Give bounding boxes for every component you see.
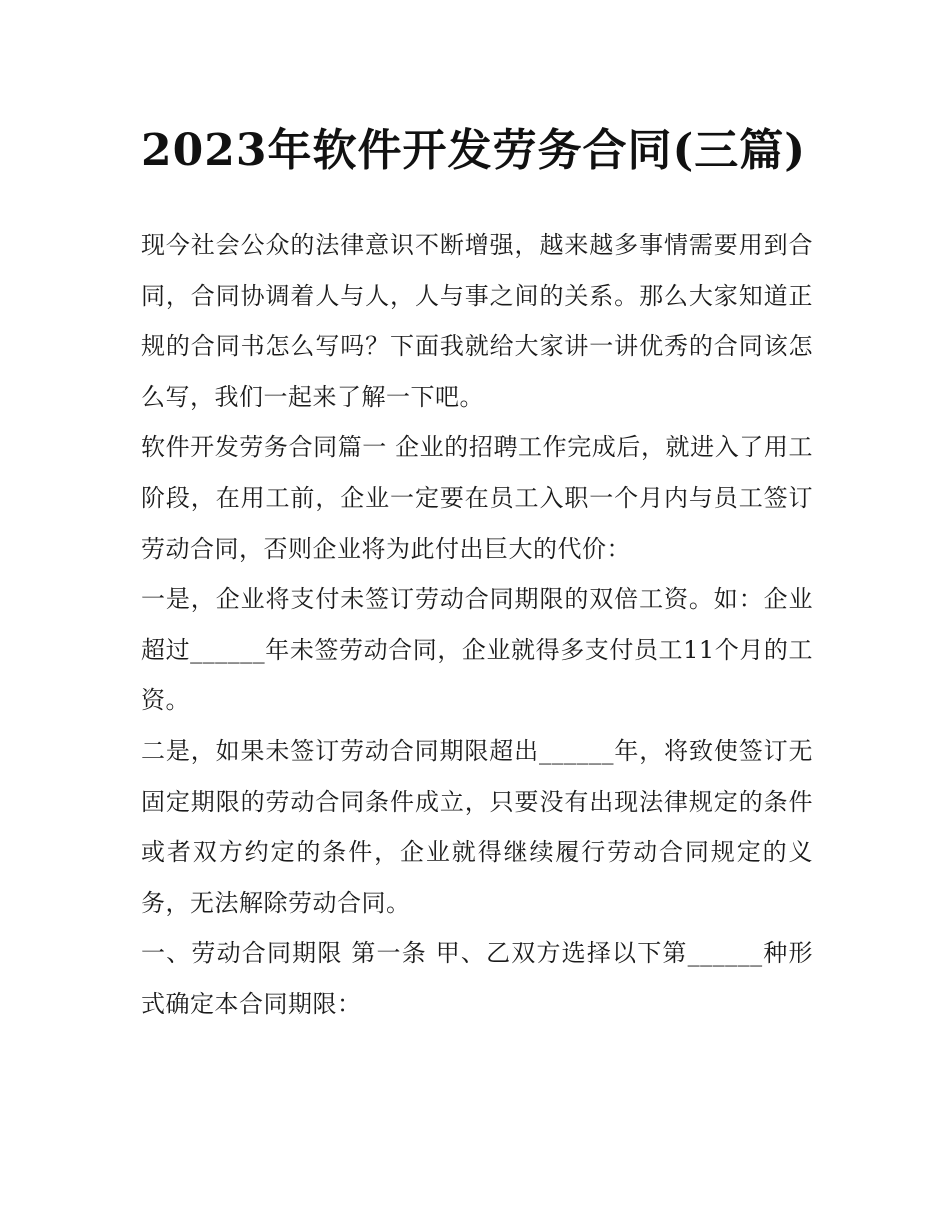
- paragraph-contract-term: 一、劳动合同期限 第一条 甲、乙双方选择以下第______种形式确定本合同期限：: [141, 939, 813, 1018]
- document-body: [141, 220, 813, 1030]
- paragraph-intro: 现今社会公众的法律意识不断增强，越来越多事情需要用到合同，合同协调着人与人，人与事之间的关系。那么大家知道正规的合同书怎么写吗？下面我就给大家讲一讲优秀的合同该怎么写，我们一起来了解一下吧。: [141, 231, 813, 411]
- document-title: 2023年软件开发劳务合同(三篇): [141, 125, 807, 176]
- paragraph-open-ended-contract: 二是，如果未签订劳动合同期限超出______年，将致使签订无固定期限的劳动合同条件成立，只要没有出现法律规定的条件或者双方约定的条件，企业就得继续履行劳动合同规定的义务，无法解除劳动合同。: [141, 736, 813, 917]
- document-content: [141, 112, 813, 1030]
- paragraph-double-wage: 一是，企业将支付未签订劳动合同期限的双倍工资。如：企业超过______年未签劳动合同，企业就得多支付员工11个月的工资。: [141, 585, 813, 715]
- paragraph-part-one: 软件开发劳务合同篇一 企业的招聘工作完成后，就进入了用工阶段，在用工前，企业一定要在员工入职一个月内与员工签订劳动合同，否则企业将为此付出巨大的代价：: [141, 433, 813, 563]
